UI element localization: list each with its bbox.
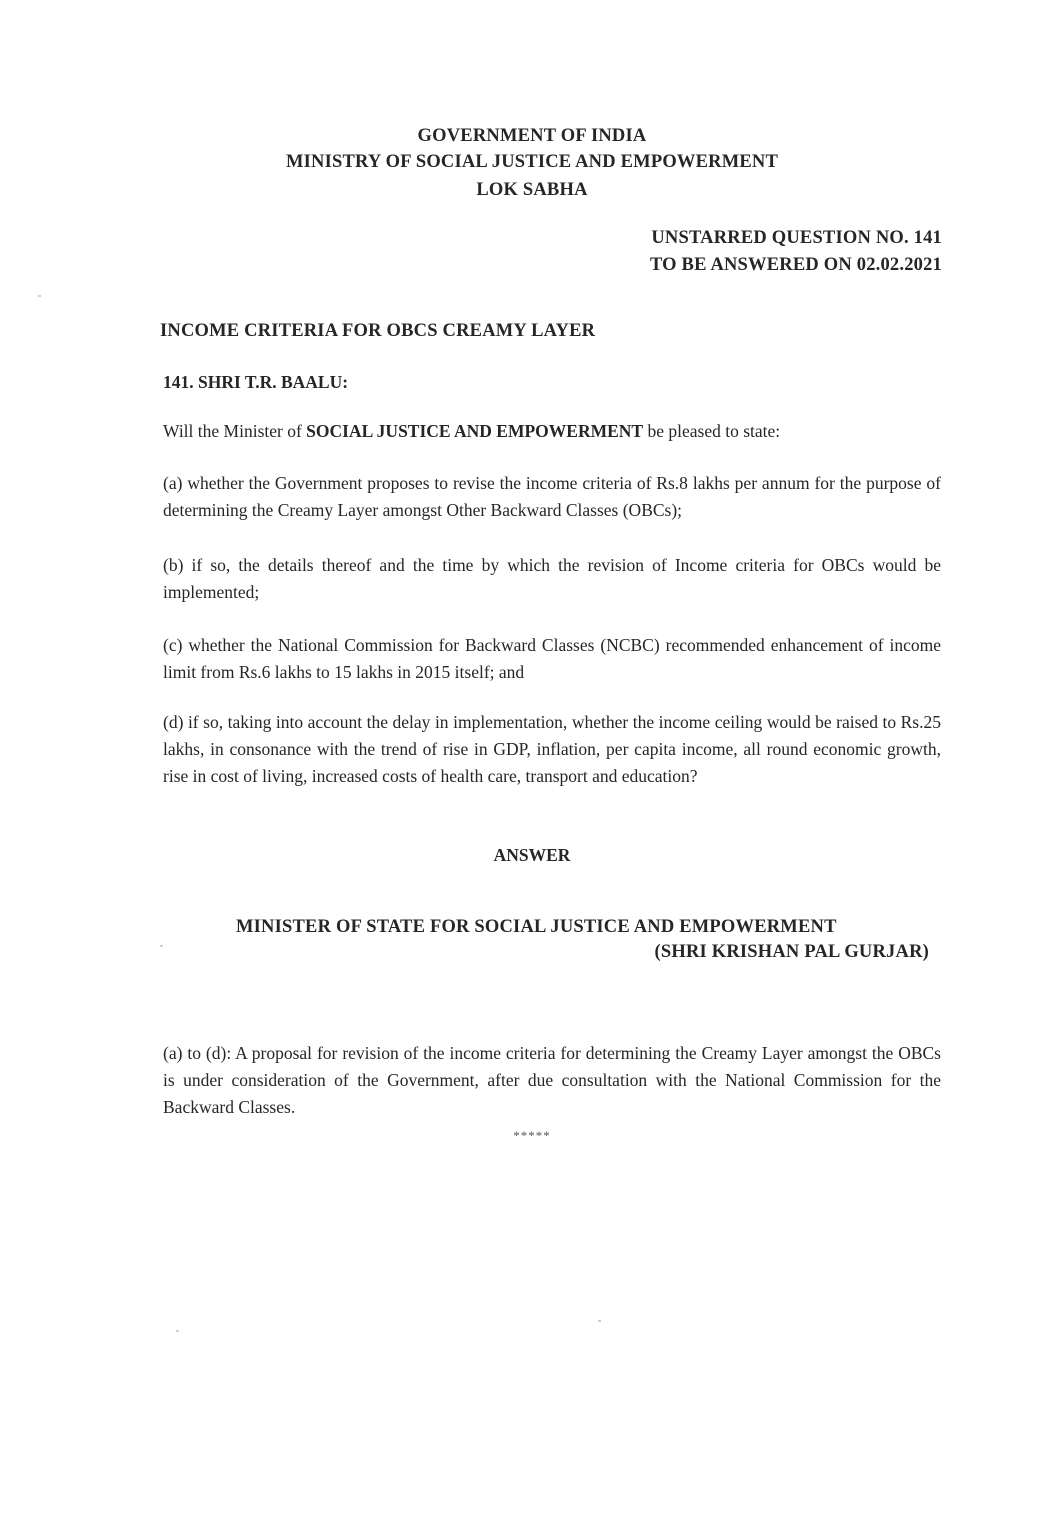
- member-name: 141. SHRI T.R. BAALU:: [163, 372, 349, 392]
- question-part-a: (a) whether the Government proposes to revise the income criteria of Rs.8 lakhs per annum for the purpose of determining the Creamy Layer amongst Other Backward Classes (OBCs);: [163, 473, 941, 520]
- header-house: LOK SABHA: [476, 180, 588, 200]
- scan-speck: [176, 1330, 179, 1332]
- end-mark: *****: [513, 1128, 551, 1143]
- question-intro: [163, 418, 941, 445]
- scan-speck: [598, 1320, 601, 1322]
- scan-speck: [38, 295, 41, 297]
- question-subject: INCOME CRITERIA FOR OBCS CREAMY LAYER: [160, 321, 596, 341]
- intro-prefix: Will the Minister of: [163, 421, 307, 441]
- intro-ministry: SOCIAL JUSTICE AND EMPOWERMENT: [306, 421, 644, 441]
- header-ministry: MINISTRY OF SOCIAL JUSTICE AND EMPOWERMENT: [285, 152, 779, 172]
- minister-name: (SHRI KRISHAN PAL GURJAR): [654, 942, 929, 962]
- question-part-d: (d) if so, taking into account the delay in implementation, whether the income ceiling would be raised to Rs.25 lakhs, in consonance with the trend of rise in GDP, inflation, per capita income, all round economic growth, rise in cost of living, increased costs of health care, transport and education?: [163, 712, 941, 786]
- minister-title: MINISTER OF STATE FOR SOCIAL JUSTICE AND EMPOWERMENT: [236, 917, 837, 937]
- question-part-c: (c) whether the National Commission for Backward Classes (NCBC) recommended enhancement of income limit from Rs.6 lakhs to 15 lakhs in 2015 itself; and: [163, 635, 941, 682]
- answer-heading: ANSWER: [493, 845, 571, 865]
- intro-suffix: be pleased to state:: [643, 421, 781, 441]
- answer-date: TO BE ANSWERED ON 02.02.2021: [649, 255, 942, 275]
- scan-speck: [160, 945, 163, 947]
- question-number: UNSTARRED QUESTION NO. 141: [651, 228, 942, 248]
- question-part-b: (b) if so, the details thereof and the time by which the revision of Income criteria for OBCs would be implemented;: [163, 555, 941, 602]
- answer-text: (a) to (d): A proposal for revision of the income criteria for determining the Creamy Layer amongst the OBCs is under consideration of the Government, after due consultation with the National Commission for the Backward Classes.: [163, 1043, 941, 1117]
- header-government: GOVERNMENT OF INDIA: [417, 126, 647, 146]
